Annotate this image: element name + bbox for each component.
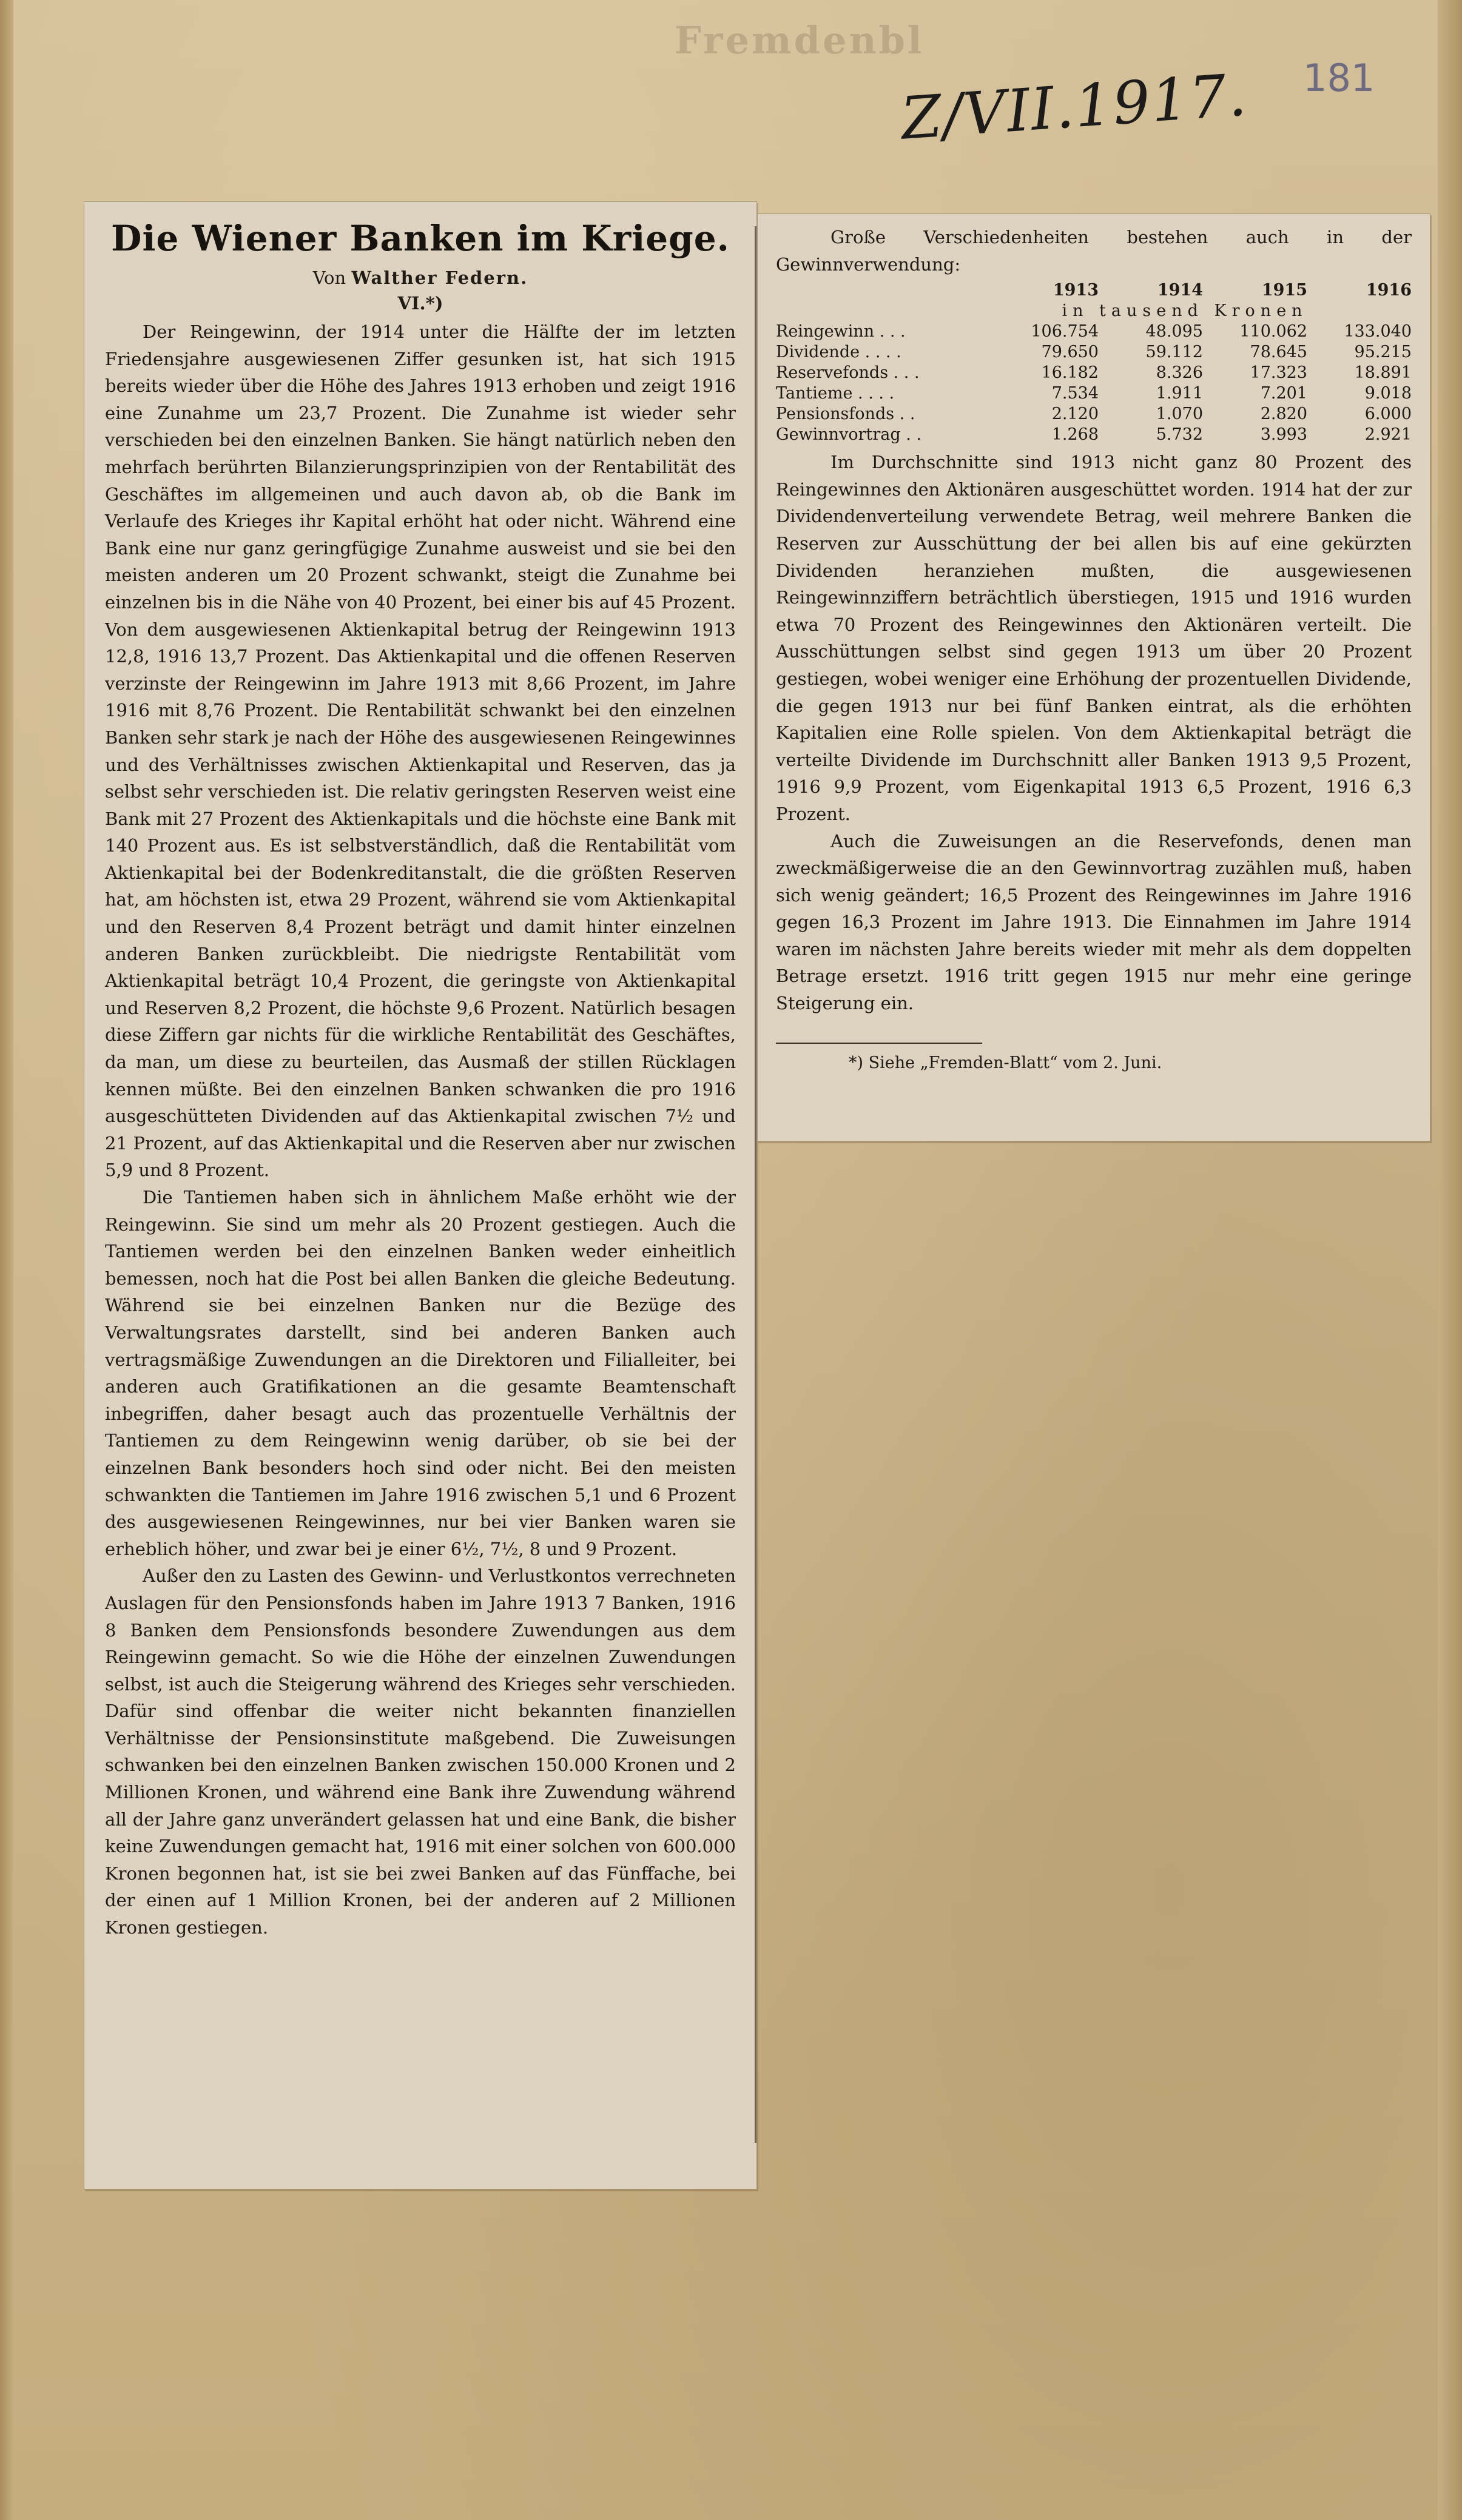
year-header: 1914	[1157, 281, 1203, 300]
byline-prefix: Von	[312, 267, 346, 288]
table-row	[776, 425, 1412, 445]
clipping-left-column	[84, 201, 757, 2189]
footnote-rule	[776, 1043, 982, 1044]
table-row	[776, 383, 1412, 404]
paragraph-reservefonds: Auch die Zuweisungen an die Reservefonds, denen man zweckmäßigerweise die an den Gewinnvortrag zuzählen muß, haben sich wenig geändert; 16,5 Prozent des Reingewinnes im Jahre 1916 gegen 16,3 Prozent im Jahre 1913. Die Einnahmen im Jahre 1914 waren im nächsten Jahre bereits wieder mit mehr als dem doppelten Betrage ersetzt. 1916 tritt gegen 1915 nur mehr eine geringe Steigerung ein.	[776, 830, 1412, 1014]
paragraph-tantiemen: Die Tantiemen haben sich in ähnlichem Maße erhöht wie der Reingewinn. Sie sind um mehr als 20 Prozent gestiegen. Auch die Tantiemen werden bei den einzelnen Banken weder einheitlich bemessen, noch hat die Post bei allen Banken die gleiche Bedeutung. Während sie bei einzelnen Banken nur die Bezüge des Verwaltungsrates darstellt, sind bei anderen Banken auch vertragsmäßige Zuwendungen an die Direktoren und Filialleiter, bei anderen auch Gratifikationen an die gesamte Beamtenschaft inbegriffen, daher besagt auch das prozentuelle Verhältnis der Tantiemen zu dem Reingewinn wenig darüber, ob sie bei der einzelnen Bank besonders hoch sind oder nicht. Bei den meisten schwankten die Tantiemen im Jahre 1916 zwischen 5,1 und 6 Prozent des ausgewiesenen Reingewinnes, nur bei vier Banken waren sie erheblich höher, und zwar bei je einer 6½, 7½, 8 und 9 Prozent.	[105, 1187, 736, 1559]
table-cell: 59.112	[1145, 343, 1203, 362]
table-header-row	[776, 280, 1412, 301]
row-label: Gewinnvortrag . .	[776, 425, 921, 445]
table-cell: 9.018	[1364, 384, 1412, 403]
table-cell: 6.000	[1364, 405, 1412, 424]
table-corner	[776, 280, 994, 301]
table-cell: 1.911	[1156, 384, 1203, 403]
article-part: VI.*)	[397, 293, 443, 314]
article-byline	[105, 267, 736, 288]
table-cell: 95.215	[1354, 343, 1412, 362]
table-cell: 1.268	[1051, 425, 1099, 445]
table-cell: 3.993	[1260, 425, 1307, 445]
paragraph-pensionsfonds: Außer den zu Lasten des Gewinn- und Verlustkontos verrechneten Auslagen für den Pensionsfonds haben im Jahre 1913 7 Banken, 1916 8 Banken dem Pensionsfonds besondere Zuwendungen aus dem Reingewinn gemacht. So wie die Höhe der einzelnen Zuwendungen selbst, ist auch die Steigerung während des Krieges sehr verschieden. Dafür sind offenbar die weiter nicht bekannten finanziellen Verhältnisse der Pensionsinstitute maßgebend. Die Zuweisungen schwanken bei den einzelnen Banken zwischen 150.000 Kronen und 2 Millionen Kronen, und während eine Bank ihre Zuwendung während all der Jahre ganz unverändert gelassen hat und eine Bank, die bisher keine Zuwendungen gemacht hat, 1916 mit einer solchen von 600.000 Kronen begonnen hat, ist sie bei zwei Banken auf das Fünffache, bei der einen auf 1 Million Kronen, bei der anderen auf 2 Millionen Kronen gestiegen.	[105, 1565, 736, 1938]
year-header: 1916	[1366, 281, 1412, 300]
column-rule	[755, 226, 756, 2143]
table-cell: 2.820	[1260, 405, 1307, 424]
table-row	[776, 404, 1412, 425]
row-label: Tantieme . . . .	[776, 384, 895, 403]
table-cell: 7.534	[1051, 384, 1099, 403]
row-label: Reingewinn . . .	[776, 322, 906, 341]
article-title: Die Wiener Banken im Kriege.	[111, 218, 730, 259]
paragraph-reingewinn: Der Reingewinn, der 1914 unter die Hälfte der im letzten Friedensjahre ausgewiesenen Ziffer gesunken ist, hat sich 1915 bereits wieder über die Höhe des Jahres 1913 erhoben und zeigt 1916 eine Zunahme um 23,7 Prozent. Die Zunahme ist wieder sehr verschieden bei den einzelnen Banken. Sie hängt natürlich neben den mehrfach berührten Bilanzierungsprinzipien von der Rentabilität des Geschäftes im allgemeinen und auch davon ab, ob die Bank im Verlaufe des Krieges ihr Kapital erhöht hat oder nicht. Während eine Bank eine nur ganz geringfügige Zunahme ausweist und sie bei den meisten anderen um 20 Prozent schwankt, steigt die Zunahme bei einzelnen bis in die Nähe von 40 Prozent, bei einer bis auf 45 Prozent. Von dem ausgewiesenen Aktienkapital betrug der Reingewinn 1913 12,8, 1916 13,7 Prozent. Das Aktienkapital und die offenen Reserven verzinste der Reingewinn im Jahre 1913 mit 8,66 Prozent, im Jahre 1916 mit 8,76 Prozent. Die Rentabilität schwankt bei den einzelnen Banken sehr stark je nach der Höhe des ausgewiesenen Reingewinnes und des Verhältnisses zwischen Aktienkapital und Reserven, das ja selbst sehr verschieden ist. Die relativ geringsten Reserven weist eine Bank mit 27 Prozent des Aktienkapitals und die höchste eine Bank mit 140 Prozent aus. Es ist selbstverständlich, daß die Rentabilität vom Aktienkapital bei der Bodenkreditanstalt, die die größten Reserven hat, am höchsten ist, etwa 29 Prozent, während sie vom Aktienkapital und den Reserven 8,4 Prozent beträgt und damit hinter einzelnen anderen Banken zurückbleibt. Die niedrigste Rentabilität vom Aktienkapital beträgt 10,4 Prozent, die geringste von Aktienkapital und Reserven 8,2 Prozent, die höchste 9,6 Prozent. Natürlich besagen diese Ziffern gar nichts für die wirkliche Rentabilität des Geschäftes, da man, um diese zu beurteilen, das Ausmaß der stillen Rücklagen kennen müßte. Bei den einzelnen Banken schwanken die pro 1916 ausgeschütteten Dividenden auf das Aktienkapital zwischen 7½ und 21 Prozent, auf das Aktienkapital und die Reserven aber nur zwischen 5,9 und 8 Prozent.	[105, 321, 736, 1181]
table-cell: 18.891	[1354, 363, 1412, 383]
table-cell: 5.732	[1156, 425, 1203, 445]
row-label: Reservefonds . . .	[776, 363, 920, 383]
table-cell: 78.645	[1250, 343, 1307, 362]
faint-stamp: Fremdenbl	[675, 18, 925, 62]
table-cell: 48.095	[1145, 322, 1203, 341]
table-cell: 110.062	[1239, 322, 1307, 341]
table-unit: in tausend Kronen	[1062, 301, 1308, 321]
sheet-right-edge	[1438, 0, 1462, 2520]
paragraph-intro: Große Verschiedenheiten bestehen auch in der Gewinnverwendung:	[776, 227, 1412, 275]
table-cell: 133.040	[1344, 322, 1412, 341]
sheet-left-edge	[0, 0, 13, 2520]
table-row	[776, 342, 1412, 363]
year-header: 1915	[1261, 281, 1307, 300]
handwritten-date: Z/VII.1917.	[898, 61, 1250, 153]
table-cell: 7.201	[1260, 384, 1307, 403]
table-cell: 17.323	[1250, 363, 1307, 383]
table-cell: 8.326	[1156, 363, 1203, 383]
table-cell: 16.182	[1041, 363, 1099, 383]
row-label: Dividende . . . .	[776, 343, 901, 362]
table-cell: 2.921	[1364, 425, 1412, 445]
byline-author: Walther Federn.	[351, 267, 528, 288]
clipping-right-column	[757, 213, 1430, 1141]
table-cell: 79.650	[1041, 343, 1099, 362]
row-label: Pensionsfonds . .	[776, 405, 915, 424]
table-row	[776, 363, 1412, 383]
table-cell: 106.754	[1031, 322, 1099, 341]
paragraph-dividenden: Im Durchschnitte sind 1913 nicht ganz 80 Prozent des Reingewinnes den Aktionären ausgeschüttet worden. 1914 hat der zur Dividendenverteilung verwendete Betrag, weil mehrere Banken die Reserven zur Ausschüttung der bei allen bis auf eine gekürzten Dividenden heranziehen mußten, die ausgewiesenen Reingewinnziffern beträchtlich überstiegen, 1915 und 1916 wurden etwa 70 Prozent des Reingewinnes den Aktionären verteilt. Die Ausschüttungen selbst sind gegen 1913 um über 20 Prozent gestiegen, wobei weniger eine Erhöhung der prozentuellen Dividende, die gegen 1913 nur bei fünf Banken eintrat, als die erhöhten Kapitalien eine Rolle spielen. Von dem Aktienkapital beträgt die verteilte Dividende im Durchschnitt aller Banken 1913 9,5 Prozent, 1916 9,9 Prozent, vom Eigenkapital 1913 6,5 Prozent, 1916 6,3 Prozent.	[776, 452, 1412, 824]
year-header: 1913	[1053, 281, 1099, 300]
table-cell: 1.070	[1156, 405, 1203, 424]
table-cell: 2.120	[1051, 405, 1099, 424]
footnote: *) Siehe „Fremden-Blatt“ vom 2. Juni.	[849, 1053, 1162, 1072]
profit-table	[776, 280, 1412, 445]
table-row	[776, 321, 1412, 342]
page-number: 181	[1303, 56, 1375, 100]
